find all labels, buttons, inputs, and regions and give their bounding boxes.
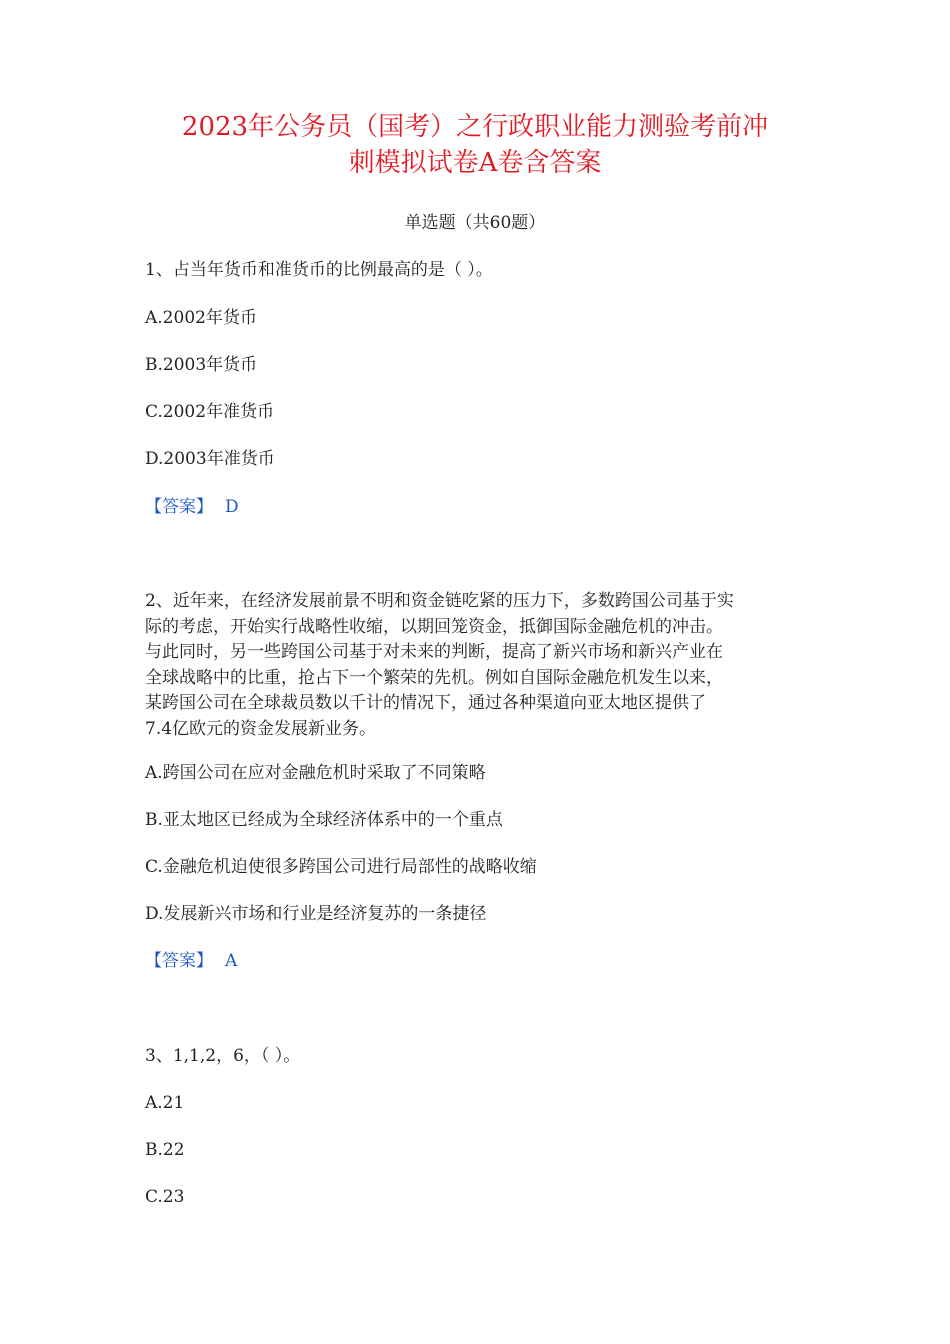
question-2-stem-line: 与此同时，另一些跨国公司基于对未来的判断，提高了新兴市场和新兴产业在 (145, 642, 723, 662)
question-1-option-b: B.2003年货币 (145, 355, 258, 375)
answer-label: 【答案】 (145, 497, 213, 517)
question-2-option-d: D.发展新兴市场和行业是经济复苏的一条捷径 (145, 904, 487, 924)
question-1-option-d: D.2003年准货币 (145, 449, 275, 469)
question-2-stem-line: 2、近年来，在经济发展前景不明和资金链吃紧的压力下，多数跨国公司基于实 (145, 591, 734, 611)
question-2-stem-line: 全球战略中的比重，抢占下一个繁荣的先机。例如自国际金融危机发生以来， (145, 667, 723, 688)
question-3-option-a: A.21 (145, 1093, 185, 1113)
answer-value: D (225, 497, 239, 517)
question-2-stem (145, 589, 815, 742)
question-2-option-a: A.跨国公司在应对金融危机时采取了不同策略 (145, 763, 486, 783)
section-heading: 单选题（共60题） (404, 213, 546, 233)
question-1-option-a: A.2002年货币 (145, 308, 257, 328)
question-2-option-b: B.亚太地区已经成为全球经济体系中的一个重点 (145, 810, 503, 830)
question-2-option-c: C.金融危机迫使很多跨国公司进行局部性的战略收缩 (145, 857, 537, 877)
question-3-option-c: C.23 (145, 1187, 185, 1207)
question-1-stem: 1、占当年货币和准货币的比例最高的是（ ）。 (145, 260, 493, 280)
question-2-answer (145, 948, 237, 974)
answer-value: A (225, 951, 238, 971)
answer-label: 【答案】 (145, 951, 213, 971)
question-3-option-b: B.22 (145, 1140, 185, 1160)
question-3-stem: 3、1,1,2，6，（ ）。 (145, 1046, 301, 1066)
question-2-stem-line: 7.4亿欧元的资金发展新业务。 (145, 718, 377, 739)
question-2-stem-line: 际的考虑，开始实行战略性收缩，以期回笼资金，抵御国际金融危机的冲击。 (145, 616, 723, 637)
document-title-line-2: 刺模拟试卷A卷含答案 (348, 148, 602, 178)
question-1-answer (145, 494, 239, 520)
document-title-line-1: 2023年公务员（国考）之行政职业能力测验考前冲 (181, 112, 769, 142)
question-2-stem-line: 某跨国公司在全球裁员数以千计的情况下，通过各种渠道向亚太地区提供了 (145, 693, 706, 713)
question-1-option-c: C.2002年准货币 (145, 402, 275, 422)
